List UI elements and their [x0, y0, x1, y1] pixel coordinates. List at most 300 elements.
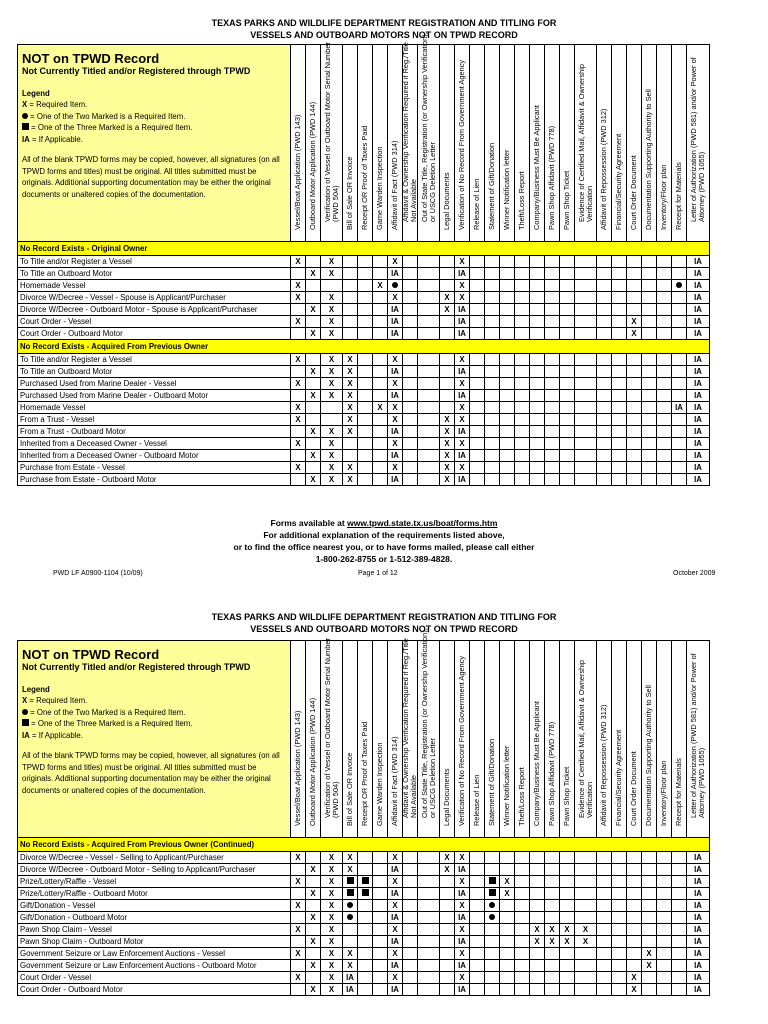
requirement-cell [597, 864, 612, 876]
requirement-cell [530, 888, 545, 900]
requirement-cell [657, 960, 672, 972]
requirement-cell: X [440, 426, 455, 438]
requirement-cell [373, 852, 388, 864]
requirement-cell [597, 876, 612, 888]
requirement-cell [560, 912, 575, 924]
requirement-cell: X [306, 474, 321, 486]
requirement-cell [657, 936, 672, 948]
column-header-text: Out of State Title, Registration (or Ownership Verification), or USCG Deletion Letter [419, 627, 437, 818]
requirement-cell: X [291, 354, 306, 366]
requirement-cell: IA [687, 474, 710, 486]
requirement-cell: X [343, 366, 358, 378]
requirement-cell [440, 948, 455, 960]
row-label: Purchased Used from Marine Dealer - Vessel [18, 378, 291, 390]
requirement-cell: X [343, 474, 358, 486]
legend-item-text: = One of the Two Marked is a Required Item. [28, 707, 186, 717]
page-2-header-line-1: TEXAS PARKS AND WILDLIFE DEPARTMENT REGISTRATION AND TITLING FOR [211, 612, 557, 622]
requirement-cell [642, 900, 657, 912]
row-label: Government Seizure or Law Enforcement Auctions - Outboard Motor [18, 960, 291, 972]
requirement-cell [612, 984, 627, 996]
requirement-cell [291, 960, 306, 972]
requirement-cell [440, 960, 455, 972]
requirement-cell [485, 888, 500, 900]
requirement-cell: X [455, 972, 470, 984]
square-icon [22, 719, 29, 726]
requirement-cell [418, 948, 440, 960]
requirement-cell: X [321, 852, 343, 864]
column-header-text: Inventory/Floor plan [658, 760, 668, 826]
legend-title: NOT on TPWD Record [22, 647, 160, 662]
column-header-text: Affidavit of Fact (PWD 314) [389, 736, 399, 826]
table-row [18, 924, 710, 936]
requirement-cell [306, 972, 321, 984]
requirement-cell [672, 960, 687, 972]
legend-heading: Legend [22, 88, 50, 98]
column-header-text: Pawn Shop Ticket [561, 170, 571, 230]
requirement-cell [657, 912, 672, 924]
row-label: Inherited from a Deceased Owner - Outboard Motor [18, 450, 291, 462]
column-header [485, 641, 500, 838]
requirement-cell [515, 984, 530, 996]
requirement-cell: IA [388, 328, 403, 340]
requirement-cell [485, 876, 500, 888]
requirement-cell: X [545, 936, 560, 948]
row-label: Purchase from Estate - Vessel [18, 462, 291, 474]
requirement-cell [418, 900, 440, 912]
requirement-cell: X [388, 402, 403, 414]
requirement-cell [470, 900, 485, 912]
requirement-cell [545, 864, 560, 876]
requirement-cell [612, 960, 627, 972]
requirement-cell [343, 912, 358, 924]
requirement-cell [627, 852, 642, 864]
legend-subtitle: Not Currently Titled and/or Registered through TPWD [22, 662, 251, 672]
requirement-cell [530, 912, 545, 924]
requirement-cell: IA [455, 304, 470, 316]
requirement-cell: IA [455, 984, 470, 996]
requirement-cell [672, 972, 687, 984]
requirement-cell [418, 924, 440, 936]
forms-link[interactable]: www.tpwd.state.tx.us/boat/forms.htm [347, 518, 498, 528]
column-header [373, 641, 388, 838]
table-row [18, 864, 710, 876]
legend-item [22, 730, 286, 742]
requirement-cell: X [545, 924, 560, 936]
requirement-cell: X [440, 462, 455, 474]
requirement-cell [672, 876, 687, 888]
legend-subtitle: Not Currently Titled and/or Registered through TPWD [22, 66, 251, 76]
requirement-cell [612, 900, 627, 912]
requirement-cell: X [388, 462, 403, 474]
dot-icon [347, 902, 353, 908]
requirement-cell [291, 912, 306, 924]
requirement-cell [500, 912, 515, 924]
requirement-cell: IA [687, 316, 710, 328]
requirement-cell [403, 948, 418, 960]
requirement-cell [575, 948, 597, 960]
requirement-cell: X [321, 948, 343, 960]
column-header [672, 641, 687, 838]
requirement-cell [672, 900, 687, 912]
requirement-cell [560, 960, 575, 972]
requirement-cell [470, 876, 485, 888]
requirement-cell: X [455, 948, 470, 960]
legend-symbol: IA [22, 730, 30, 740]
requirement-cell [470, 972, 485, 984]
column-header-text: Legal Documents [441, 768, 451, 826]
row-label: Homemade Vessel [18, 402, 291, 414]
requirement-cell [485, 936, 500, 948]
requirement-cell [612, 876, 627, 888]
column-header [530, 641, 545, 838]
requirement-cell [597, 972, 612, 984]
requirement-cell: IA [455, 268, 470, 280]
square-icon [362, 889, 369, 896]
requirement-cell: IA [687, 888, 710, 900]
requirement-cell: X [388, 414, 403, 426]
requirement-cell [291, 864, 306, 876]
legend-note: All of the blank TPWD forms may be copied, however, all signatures (on all TPWD forms and titles) must be original. All titles submitted must be originals. Additional supporting documentation may be either the original documents or unaltered copies of the documentation. [22, 751, 280, 795]
requirement-cell [515, 852, 530, 864]
row-label: Inherited from a Deceased Owner - Vessel [18, 438, 291, 450]
requirement-cell: X [321, 390, 343, 402]
column-header-text: Documentation Supporting Authority to Sell [643, 684, 653, 826]
requirement-cell: IA [687, 304, 710, 316]
requirement-cell [373, 900, 388, 912]
requirement-cell: X [440, 450, 455, 462]
requirement-cell [403, 960, 418, 972]
square-icon [489, 889, 496, 896]
requirement-cell [545, 972, 560, 984]
requirement-cell [373, 876, 388, 888]
requirement-cell: X [627, 316, 642, 328]
requirement-cell: IA [687, 936, 710, 948]
column-header-text: Bill of Sale OR Invoice [344, 752, 354, 826]
requirement-cell: X [388, 354, 403, 366]
square-icon [347, 889, 354, 896]
column-header-text: Legal Documents [441, 172, 451, 230]
requirement-cell: X [306, 912, 321, 924]
column-header-text: Outboard Motor Application (PWD 144) [307, 697, 317, 826]
requirement-cell [642, 936, 657, 948]
requirement-cell: X [321, 450, 343, 462]
requirement-cell [470, 924, 485, 936]
requirement-cell: X [530, 936, 545, 948]
column-header-text: Vessel/Boat Application (PWD 143) [292, 114, 302, 230]
row-label: Gift/Donation - Outboard Motor [18, 912, 291, 924]
requirement-cell: X [388, 924, 403, 936]
requirement-cell: X [321, 462, 343, 474]
requirement-cell [672, 948, 687, 960]
column-header-text: Receipt for Materials [673, 162, 683, 230]
requirement-cell: IA [455, 960, 470, 972]
requirement-cell [612, 864, 627, 876]
requirement-cell [291, 888, 306, 900]
column-header [560, 641, 575, 838]
requirement-cell: IA [455, 864, 470, 876]
requirement-cell [306, 900, 321, 912]
requirement-cell: IA [687, 292, 710, 304]
requirement-cell: X [321, 328, 343, 340]
requirement-cell: X [500, 876, 515, 888]
requirement-cell [358, 984, 373, 996]
requirement-cell: IA [687, 414, 710, 426]
requirement-cell [515, 924, 530, 936]
requirement-cell [530, 972, 545, 984]
requirement-cell: X [455, 256, 470, 268]
requirement-cell: IA [687, 366, 710, 378]
column-header [627, 641, 642, 838]
requirement-cell [612, 936, 627, 948]
requirement-cell [530, 864, 545, 876]
requirement-cell: X [455, 402, 470, 414]
requirement-cell [560, 888, 575, 900]
column-header [358, 641, 373, 838]
table-row [18, 960, 710, 972]
requirement-cell [500, 972, 515, 984]
requirement-cell: X [388, 292, 403, 304]
requirement-cell [597, 888, 612, 900]
requirement-cell: IA [455, 450, 470, 462]
requirement-cell [358, 972, 373, 984]
requirement-cell: X [560, 936, 575, 948]
requirement-cell: X [306, 366, 321, 378]
requirement-cell: X [306, 390, 321, 402]
requirement-cell: X [388, 438, 403, 450]
requirement-cell: X [343, 948, 358, 960]
requirement-cell: IA [455, 328, 470, 340]
requirement-cell: X [321, 256, 343, 268]
requirement-cell: X [321, 900, 343, 912]
table-row [18, 972, 710, 984]
requirement-cell [373, 924, 388, 936]
requirement-cell [672, 888, 687, 900]
requirement-cell [575, 864, 597, 876]
requirement-cell: X [306, 936, 321, 948]
requirement-cell: X [455, 378, 470, 390]
requirement-cell [306, 948, 321, 960]
column-header-text: Financial/Security Agreement [613, 729, 623, 826]
column-header-text: Affidavit of Repossession (PWD 312) [598, 108, 608, 230]
requirement-cell: X [291, 948, 306, 960]
requirement-cell: X [455, 414, 470, 426]
requirement-cell: IA [388, 426, 403, 438]
legend-item-text: = One of the Three Marked is a Required Item. [29, 123, 193, 132]
requirement-cell [642, 864, 657, 876]
requirement-cell [373, 948, 388, 960]
requirement-cell [627, 912, 642, 924]
column-header-text: Vessel/Boat Application (PWD 143) [292, 710, 302, 826]
requirement-cell: X [321, 366, 343, 378]
requirement-cell [597, 912, 612, 924]
requirement-cell [373, 960, 388, 972]
row-label: Government Seizure or Law Enforcement Auctions - Vessel [18, 948, 291, 960]
requirement-cell: IA [687, 438, 710, 450]
requirement-cell: X [321, 960, 343, 972]
requirement-cell [627, 936, 642, 948]
requirement-cell [515, 876, 530, 888]
column-header [612, 641, 627, 838]
requirement-cell [545, 888, 560, 900]
requirement-cell: X [321, 354, 343, 366]
column-header [642, 641, 657, 838]
requirement-cell [358, 960, 373, 972]
legend-item [22, 707, 286, 719]
table-row [18, 984, 710, 996]
requirement-cell: X [440, 852, 455, 864]
requirement-cell: IA [687, 960, 710, 972]
requirement-cell [672, 924, 687, 936]
requirement-cell: X [627, 328, 642, 340]
requirement-cell: X [321, 316, 343, 328]
requirement-cell: IA [687, 378, 710, 390]
table-row [18, 936, 710, 948]
form-date: October 2009 [673, 570, 716, 577]
legend-item-text: = Required Item. [27, 696, 88, 705]
column-header [657, 641, 672, 838]
requirement-cell [500, 852, 515, 864]
requirement-cell [612, 924, 627, 936]
legend-title: NOT on TPWD Record [22, 51, 160, 66]
requirement-cell [418, 912, 440, 924]
requirement-cell: X [291, 316, 306, 328]
requirement-cell: X [306, 960, 321, 972]
row-label: To Title and/or Register a Vessel [18, 354, 291, 366]
requirement-cell [500, 864, 515, 876]
column-header-text: Pawn Shop Ticket [561, 766, 571, 826]
requirement-cell: IA [687, 912, 710, 924]
requirement-cell: X [306, 328, 321, 340]
square-icon [347, 877, 354, 884]
requirement-cell [597, 852, 612, 864]
column-header-text: Outboard Motor Application (PWD 144) [307, 101, 317, 230]
requirement-cell [560, 900, 575, 912]
requirement-cell [440, 900, 455, 912]
column-header-text: Release of Lien [471, 178, 481, 230]
requirement-cell: X [642, 960, 657, 972]
requirement-cell [612, 888, 627, 900]
requirement-cell: X [455, 852, 470, 864]
requirement-cell: X [321, 972, 343, 984]
requirement-cell: IA [687, 972, 710, 984]
legend-box [18, 641, 291, 838]
requirement-cell: IA [343, 972, 358, 984]
requirement-cell [642, 984, 657, 996]
requirement-cell [515, 960, 530, 972]
requirement-cell [597, 924, 612, 936]
requirement-cell [530, 984, 545, 996]
requirement-cell: IA [687, 354, 710, 366]
requirement-cell: X [321, 984, 343, 996]
square-icon [362, 877, 369, 884]
requirement-cell: X [343, 414, 358, 426]
requirement-cell: X [291, 438, 306, 450]
requirement-cell: IA [687, 852, 710, 864]
column-header [687, 641, 710, 838]
legend-item-text: = One of the Three Marked is a Required Item. [29, 719, 193, 728]
requirement-cell [440, 936, 455, 948]
requirement-cell [530, 876, 545, 888]
requirement-cell [440, 924, 455, 936]
column-header-text: Verification of Vessel or Outboard Motor Serial Number (PWD 504) [322, 637, 340, 818]
row-label: Divorce W/Decree - Vessel - Spouse is Applicant/Purchaser [18, 292, 291, 304]
requirement-cell [545, 900, 560, 912]
requirement-cell [515, 972, 530, 984]
requirement-cell [470, 864, 485, 876]
requirement-cell [545, 960, 560, 972]
row-label: Homemade Vessel [18, 280, 291, 292]
requirement-cell [657, 852, 672, 864]
forms-available-prefix: Forms available at [270, 518, 348, 528]
requirement-cell [612, 852, 627, 864]
requirement-cell [343, 876, 358, 888]
requirement-cell [358, 852, 373, 864]
requirement-cell [597, 936, 612, 948]
row-label: Court Order - Outboard Motor [18, 328, 291, 340]
requirement-cell: X [321, 474, 343, 486]
requirement-cell: IA [388, 390, 403, 402]
requirement-cell [470, 888, 485, 900]
requirement-cell [627, 900, 642, 912]
requirement-cell: X [530, 924, 545, 936]
requirement-cell: X [343, 354, 358, 366]
requirement-cell [657, 948, 672, 960]
legend-item [22, 695, 286, 707]
row-label: Court Order - Outboard Motor [18, 984, 291, 996]
requirement-cell: IA [687, 864, 710, 876]
form-number: PWD LF A0900-1104 (10/09) [53, 570, 143, 577]
requirement-cell [358, 876, 373, 888]
requirement-cell: IA [455, 888, 470, 900]
header-line-1: TEXAS PARKS AND WILDLIFE DEPARTMENT REGISTRATION AND TITLING FOR [211, 18, 557, 28]
requirement-cell [403, 936, 418, 948]
requirement-cell [418, 852, 440, 864]
requirement-cell: IA [687, 948, 710, 960]
requirement-cell: IA [455, 390, 470, 402]
requirement-cell: X [343, 390, 358, 402]
requirement-cell: X [343, 864, 358, 876]
requirement-cell: X [575, 936, 597, 948]
requirement-cell [575, 984, 597, 996]
column-header-text: Affidavit & Ownership Verification Required if Reg./Title Not Available [400, 41, 418, 222]
requirement-cell [306, 924, 321, 936]
requirement-cell: IA [687, 390, 710, 402]
requirement-cell: X [388, 972, 403, 984]
column-header-text: Evidence of Certified Mail, Affidavit & Ownership Verification [576, 659, 594, 818]
square-icon [489, 877, 496, 884]
requirement-cell [358, 864, 373, 876]
requirement-cell [657, 888, 672, 900]
requirement-cell: X [388, 876, 403, 888]
requirement-cell: IA [687, 984, 710, 996]
requirement-cell [343, 900, 358, 912]
requirement-cell [515, 864, 530, 876]
requirement-cell: IA [687, 402, 710, 414]
requirement-cell [470, 948, 485, 960]
requirement-cell: X [321, 876, 343, 888]
requirement-cell: X [306, 450, 321, 462]
legend-note: All of the blank TPWD forms may be copied, however, all signatures (on all TPWD forms and titles) must be original. All titles submitted must be originals. Additional supporting documentation may be either the original documents or unaltered copies of the documentation. [22, 155, 280, 199]
requirement-cell [358, 888, 373, 900]
footer-line-2: For additional explanation of the requirements listed above, [263, 530, 505, 540]
requirement-cell: IA [388, 474, 403, 486]
row-label: To Title an Outboard Motor [18, 268, 291, 280]
requirement-cell [627, 864, 642, 876]
column-header-text: Court Order Document [628, 155, 638, 230]
requirement-cell [627, 876, 642, 888]
requirement-cell: X [388, 378, 403, 390]
requirement-cell [657, 900, 672, 912]
